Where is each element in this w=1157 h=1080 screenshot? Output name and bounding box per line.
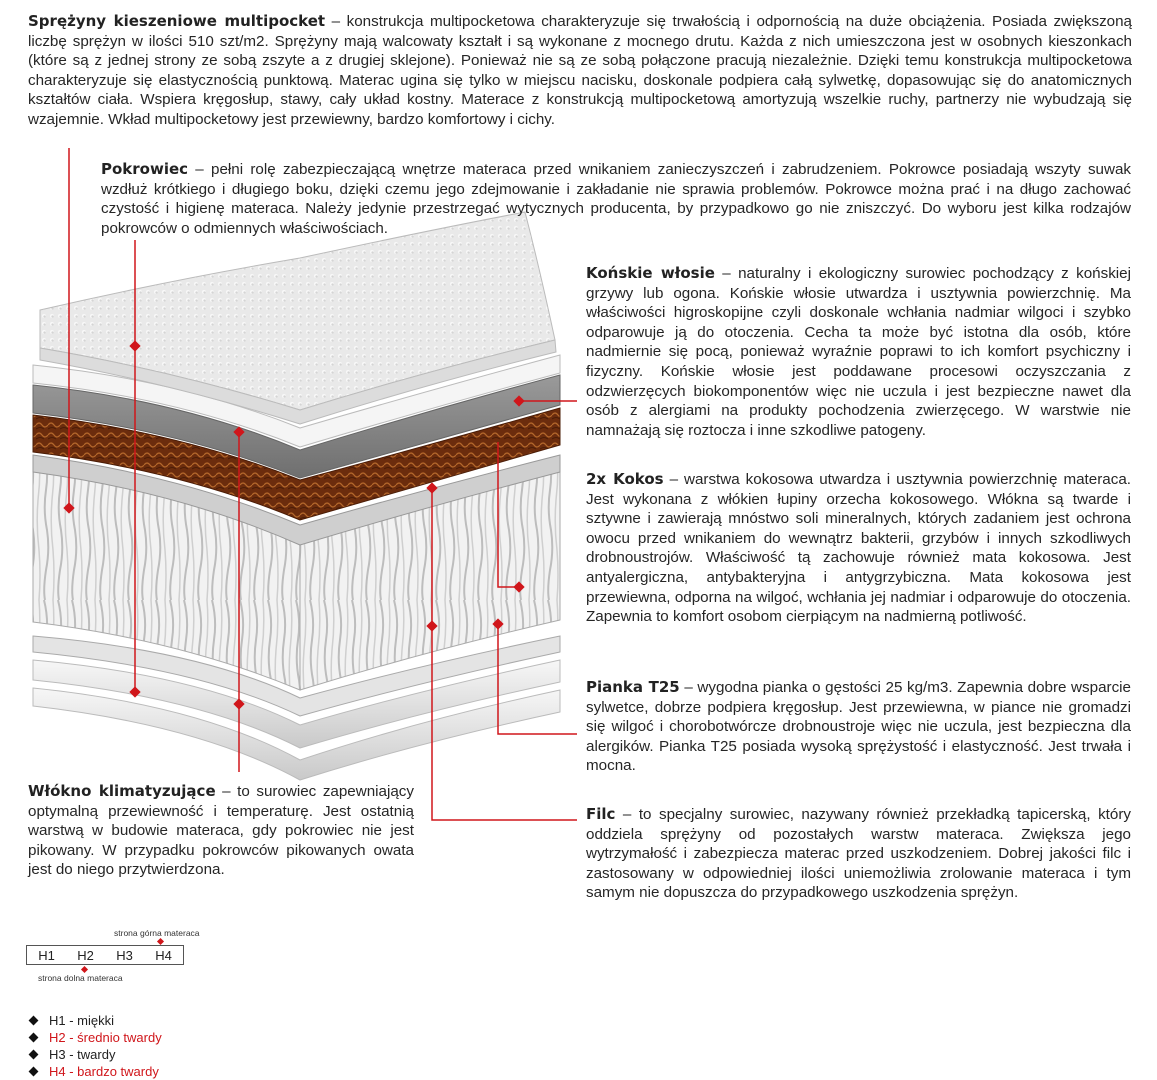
cover-text: – pełni rolę zabezpieczającą wnętrze materaca przed wnikaniem zanieczyszczeń i zabrudzeniem. Pokrowce posiadają wszyty suwak wzdłuż krótkiego i długiego boku, dzięki czemu jego zdejmowanie i zakładanie nie sprawia problemów. Pokrowce można prać i na długo zachować czystość i higienę materaca. Należy jedynie przestrzegać wytycznych producenta, by przypadkowo go nie zniszczyć. Do wyboru jest kilka rodzajów pokrowców o odmiennych właściwościach.: [101, 161, 1131, 237]
felt-text: – to specjalny surowiec, nazywany również przekładką tapicerską, który oddziela sprężyny od pozostałych warstw materaca. Zwiększa jego wytrzymałość i zabezpiecza materac przed uszkodzeniem. Dobrej jakości filc i zastosowany w odpowiedniej ilości uniemożliwia zrolowanie materaca i tym samym nie dopuszcza do przypadkowego uszkodzenia sprężyn.: [586, 806, 1131, 902]
foam-title: Pianka T25: [586, 678, 680, 696]
felt-description: [586, 805, 1131, 903]
diamond-bullet-icon: [29, 1050, 39, 1060]
bottom-side-marker: [81, 966, 88, 973]
legend-label: H1 - miękki: [49, 1013, 115, 1028]
hardness-legend: [30, 1012, 162, 1080]
level-h1: H1: [38, 947, 55, 963]
horsehair-description: [586, 264, 1131, 440]
legend-label: H3 - twardy: [49, 1047, 116, 1062]
legend-item-h3: [30, 1046, 162, 1063]
legend-item-h4: [30, 1063, 162, 1080]
foam-description: [586, 678, 1131, 776]
legend-label: H4 - bardzo twardy: [49, 1064, 159, 1079]
diamond-bullet-icon: [29, 1033, 39, 1043]
foam-text: – wygodna pianka o gęstości 25 kg/m3. Zapewnia dobre wsparcie sylwetce, dobrze podpiera kręgosłup. Jest przewiewna, w piance nie gromadzi się wilgoć i chorobotwórcze drobnoustroje więc nie uczula, jest bezpieczna dla alergików. Pianka T25 posiada wysoką sprężystość i elastyczność. Jest trwała i mocna.: [586, 679, 1131, 775]
level-h2: H2: [77, 947, 94, 963]
hardness-scale: [26, 928, 216, 988]
diamond-bullet-icon: [29, 1067, 39, 1077]
fiber-title: Włókno klimatyzujące: [28, 782, 216, 800]
springs-text: – konstrukcja multipocketowa charakteryzuje się trwałością i odpornością na duże obciążenia. Posiada zwiększoną liczbę sprężyn w ilości 510 szt/m2. Sprężyny mają walcowaty kształt i są wykonane z mocnego drutu. Każda z nich umieszczona jest w osobnych kieszonkach (które są z jednej strony ze sobą zszyte a z drugiej sklejone). Ponieważ nie są ze sobą połączone pracują niezależnie. Dzięki temu konstrukcja multipocketowa charakteryzuje się elastycznością punktową. Materac ugina się tylko w miejscu nacisku, doskonale podpiera całą sylwetkę, dopasowując się do anatomicznych kształtów ciała. Wspiera kręgosłup, stawy, cały układ kostny. Materace z konstrukcją multipocketową amortyzują wszelkie ruchy, partnerzy nie wybudzają się wzajemnie. Wkład multipocketowy jest przewiewny, bardzo komfortowy i cichy.: [28, 13, 1132, 128]
cover-title: Pokrowiec: [101, 160, 189, 178]
fiber-text: – to surowiec zapewniający optymalną przewiewność i temperaturę. Jest ostatnią warstwą w budowie materaca, gdy pokrowiec nie jest pikowany. W przypadku pokrowców pikowanych owata jest do niego przytwierdzona.: [28, 783, 414, 879]
diamond-bullet-icon: [29, 1016, 39, 1026]
coconut-description: [586, 470, 1131, 627]
top-side-label: strona górna materaca: [114, 928, 200, 938]
coconut-text: – warstwa kokosowa utwardza i usztywnia powierzchnię materaca. Jest wykonana z włókien łupiny orzecha kokosowego. Włókna są twarde i sztywne i zawierają mnóstwo soli mineralnych, których zadaniem jest ochrona owocu przed wnikaniem do wewnątrz bakterii, grzybów i innych szkodliwych drobnoustrojów. Właściwość tą zachowuje również mata kokosowa. Jest antyalergiczna, antybakteryjna i antygrzybiczna. Mata kokosowa jest przewiewna, odporna na wilgoć, wchłania jej nadmiar i odparowuje do otoczenia. Zapewnia to komfort osobom cierpiącym na nadmierną potliwość.: [586, 471, 1131, 626]
legend-item-h2: [30, 1029, 162, 1046]
felt-title: Filc: [586, 805, 616, 823]
cover-description: [101, 160, 1131, 238]
legend-label: H2 - średnio twardy: [49, 1030, 162, 1045]
fiber-description: [28, 782, 414, 880]
springs-description: [28, 12, 1132, 130]
legend-item-h1: [30, 1012, 162, 1029]
hardness-levels: [26, 945, 184, 965]
bottom-side-label: strona dolna materaca: [38, 973, 123, 983]
level-h3: H3: [116, 947, 133, 963]
springs-title: Sprężyny kieszeniowe multipocket: [28, 12, 326, 30]
coconut-title: 2x Kokos: [586, 470, 664, 488]
horsehair-text: – naturalny i ekologiczny surowiec pochodzący z końskiej grzywy lub ogona. Końskie włosie utwardza i usztywnia powierzchnię. Ma właściwości higroskopijne czyli doskonale wchłania nadmiar wilgoci i szybko odparowuje ją do otoczenia. Cecha ta może być istotna dla osób, które nadmiernie się pocą, ponieważ wyraźnie poprawi to ich komfort psychiczny i fizyczny. Końskie włosie jest poddawane procesowi oczyszczania z odzwierzęcych biokomponentów więc nie uczula i jest bezpieczne nawet dla osób z alergiami na produkty pochodzenia zwierzęcego. W warstwie nie namnażają się roztocza i inne szkodliwe patogeny.: [586, 265, 1131, 439]
level-h4: H4: [155, 947, 172, 963]
top-side-marker: [157, 938, 164, 945]
horsehair-title: Końskie włosie: [586, 264, 715, 282]
